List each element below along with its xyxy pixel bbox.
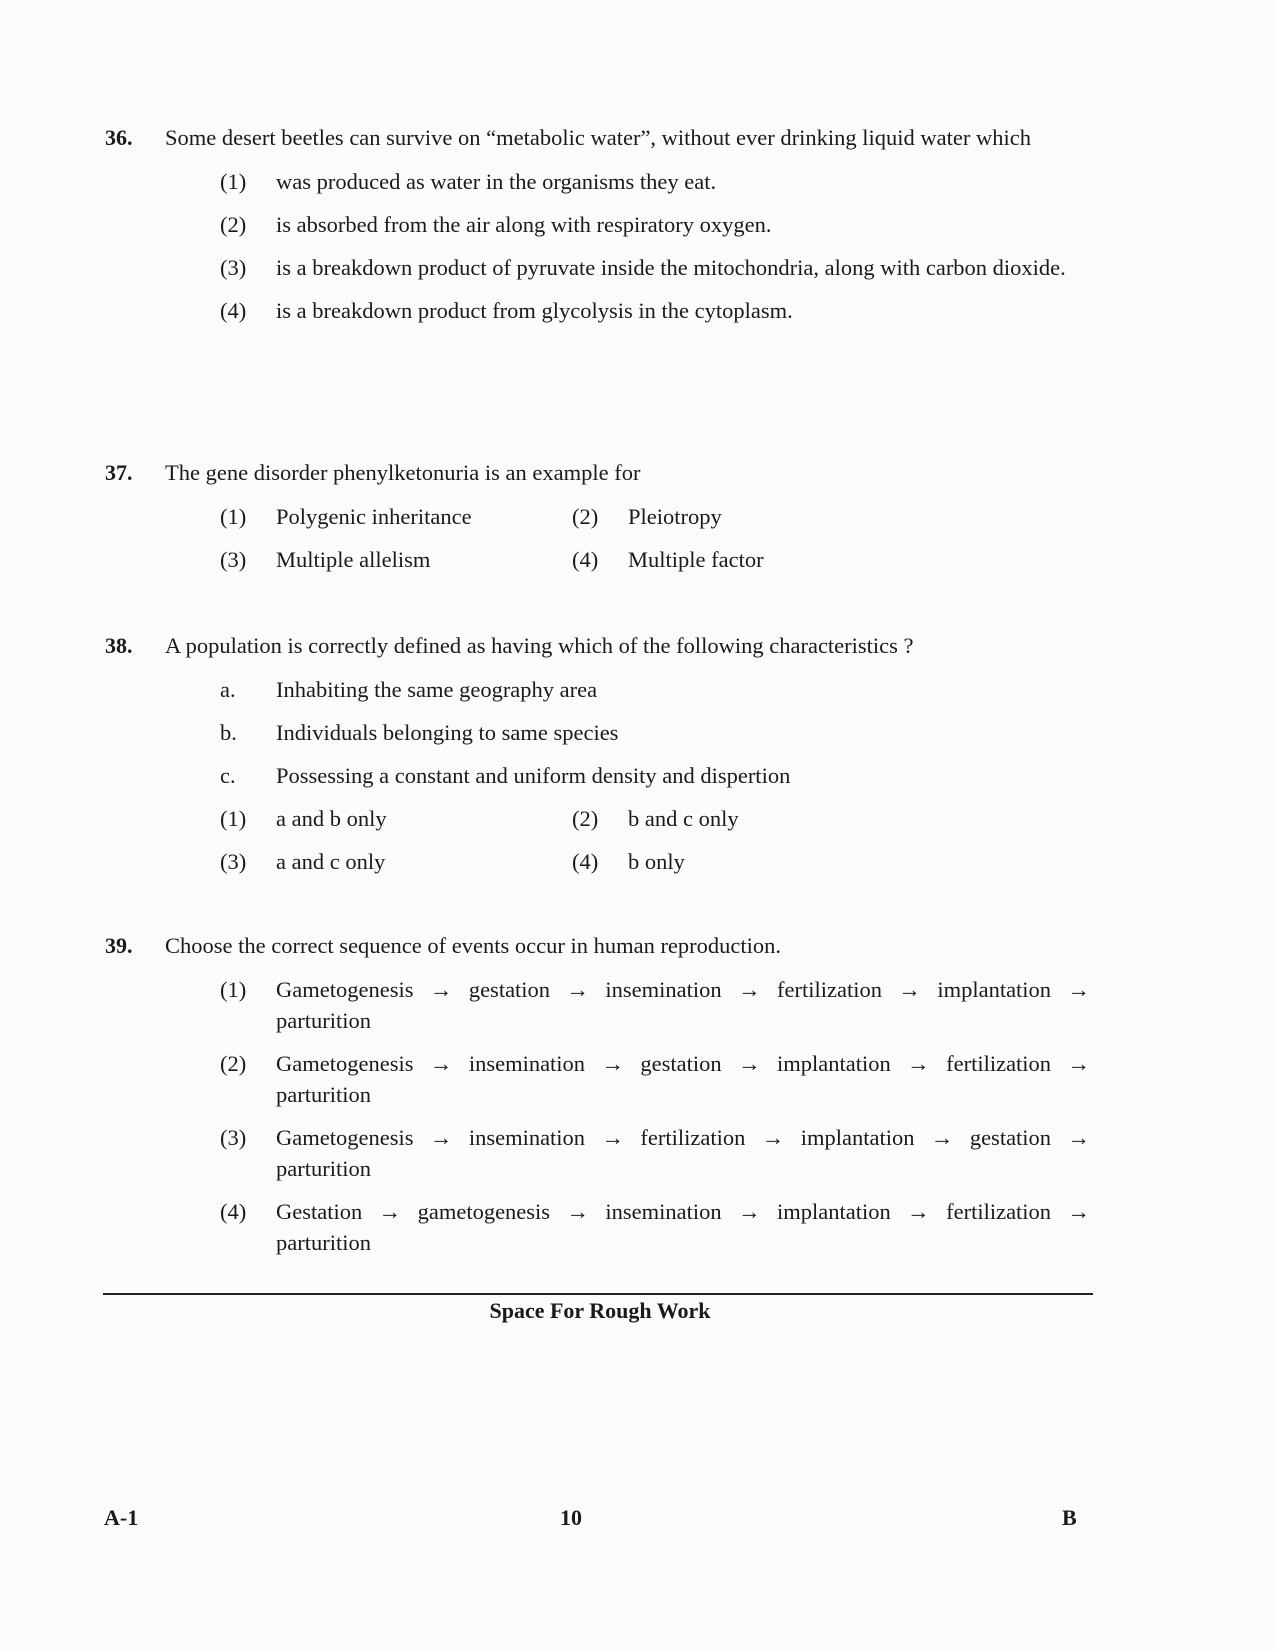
option	[220, 544, 572, 575]
option-text: b only	[628, 849, 685, 874]
option	[220, 252, 1090, 283]
question-number: 39.	[105, 933, 133, 958]
page-number: 10	[560, 1505, 582, 1530]
statement	[220, 760, 1090, 791]
option-text: Pleiotropy	[628, 504, 722, 529]
question-text: The gene disorder phenylketonuria is an example for	[165, 460, 641, 485]
statement-label: b.	[220, 720, 237, 745]
option-text: Gestation → gametogenesis → insemination → implantation → fertilization → parturition	[276, 1199, 1090, 1255]
statement-text: Possessing a constant and uniform density and dispertion	[276, 763, 791, 788]
option	[220, 846, 572, 877]
option-label: (4)	[572, 547, 599, 572]
option-text: Gametogenesis → insemination → gestation → implantation → fertilization → parturition	[276, 1051, 1090, 1107]
question-36	[105, 122, 1090, 326]
statement-text: Inhabiting the same geography area	[276, 677, 598, 702]
question-text: Some desert beetles can survive on “metabolic water”, without ever drinking liquid water which	[165, 125, 1031, 150]
option-label: (4)	[220, 1199, 247, 1224]
option-text: a and b only	[276, 806, 387, 831]
question-38	[105, 630, 1090, 877]
option-label: (2)	[220, 1051, 247, 1076]
option-label: (1)	[220, 504, 247, 529]
option-label: (3)	[220, 255, 247, 280]
option	[220, 295, 1090, 326]
statement	[220, 674, 1090, 705]
option-label: (1)	[220, 806, 247, 831]
option-label: (3)	[220, 849, 247, 874]
option	[572, 544, 1090, 575]
option-text: Multiple allelism	[276, 547, 431, 572]
option-label: (3)	[220, 547, 247, 572]
divider	[103, 1293, 1093, 1295]
statement	[220, 717, 1090, 748]
question-39	[105, 930, 1090, 1258]
option-text: was produced as water in the organisms they eat.	[276, 169, 717, 194]
option	[572, 501, 1090, 532]
option-label: (2)	[572, 806, 599, 831]
option-text: Gametogenesis → gestation → insemination → fertilization → implantation → parturition	[276, 977, 1090, 1033]
question-number: 36.	[105, 125, 133, 150]
option	[220, 974, 1090, 1036]
booklet-series: B	[1062, 1505, 1077, 1530]
option	[220, 803, 572, 834]
option-label: (4)	[220, 298, 247, 323]
option-label: (1)	[220, 169, 247, 194]
statement-text: Individuals belonging to same species	[276, 720, 619, 745]
option-text: is absorbed from the air along with respiratory oxygen.	[276, 212, 772, 237]
footer-code: A-1	[104, 1505, 139, 1530]
option-text: b and c only	[628, 806, 739, 831]
option-label: (1)	[220, 977, 247, 1002]
statement-label: c.	[220, 763, 236, 788]
statement-label: a.	[220, 677, 236, 702]
option	[572, 803, 1090, 834]
option-label: (2)	[220, 212, 247, 237]
question-37	[105, 457, 1090, 575]
option	[220, 1122, 1090, 1184]
option-label: (4)	[572, 849, 599, 874]
question-number: 37.	[105, 460, 133, 485]
option-label: (3)	[220, 1125, 247, 1150]
rough-work-heading: Space For Rough Work	[489, 1298, 711, 1323]
option	[572, 846, 1090, 877]
option	[220, 501, 572, 532]
option-text: Polygenic inheritance	[276, 504, 472, 529]
option-text: Gametogenesis → insemination → fertilization → implantation → gestation → parturition	[276, 1125, 1090, 1181]
question-text: Choose the correct sequence of events occur in human reproduction.	[165, 933, 782, 958]
option-text: a and c only	[276, 849, 386, 874]
question-text: A population is correctly defined as having which of the following characteristics ?	[165, 633, 914, 658]
question-number: 38.	[105, 633, 133, 658]
option-text: is a breakdown product of pyruvate inside the mitochondria, along with carbon dioxide.	[276, 255, 1066, 280]
option	[220, 1048, 1090, 1110]
option-text: Multiple factor	[628, 547, 764, 572]
option-text: is a breakdown product from glycolysis in the cytoplasm.	[276, 298, 793, 323]
option	[220, 166, 1090, 197]
option-label: (2)	[572, 504, 599, 529]
option	[220, 1196, 1090, 1258]
option	[220, 209, 1090, 240]
